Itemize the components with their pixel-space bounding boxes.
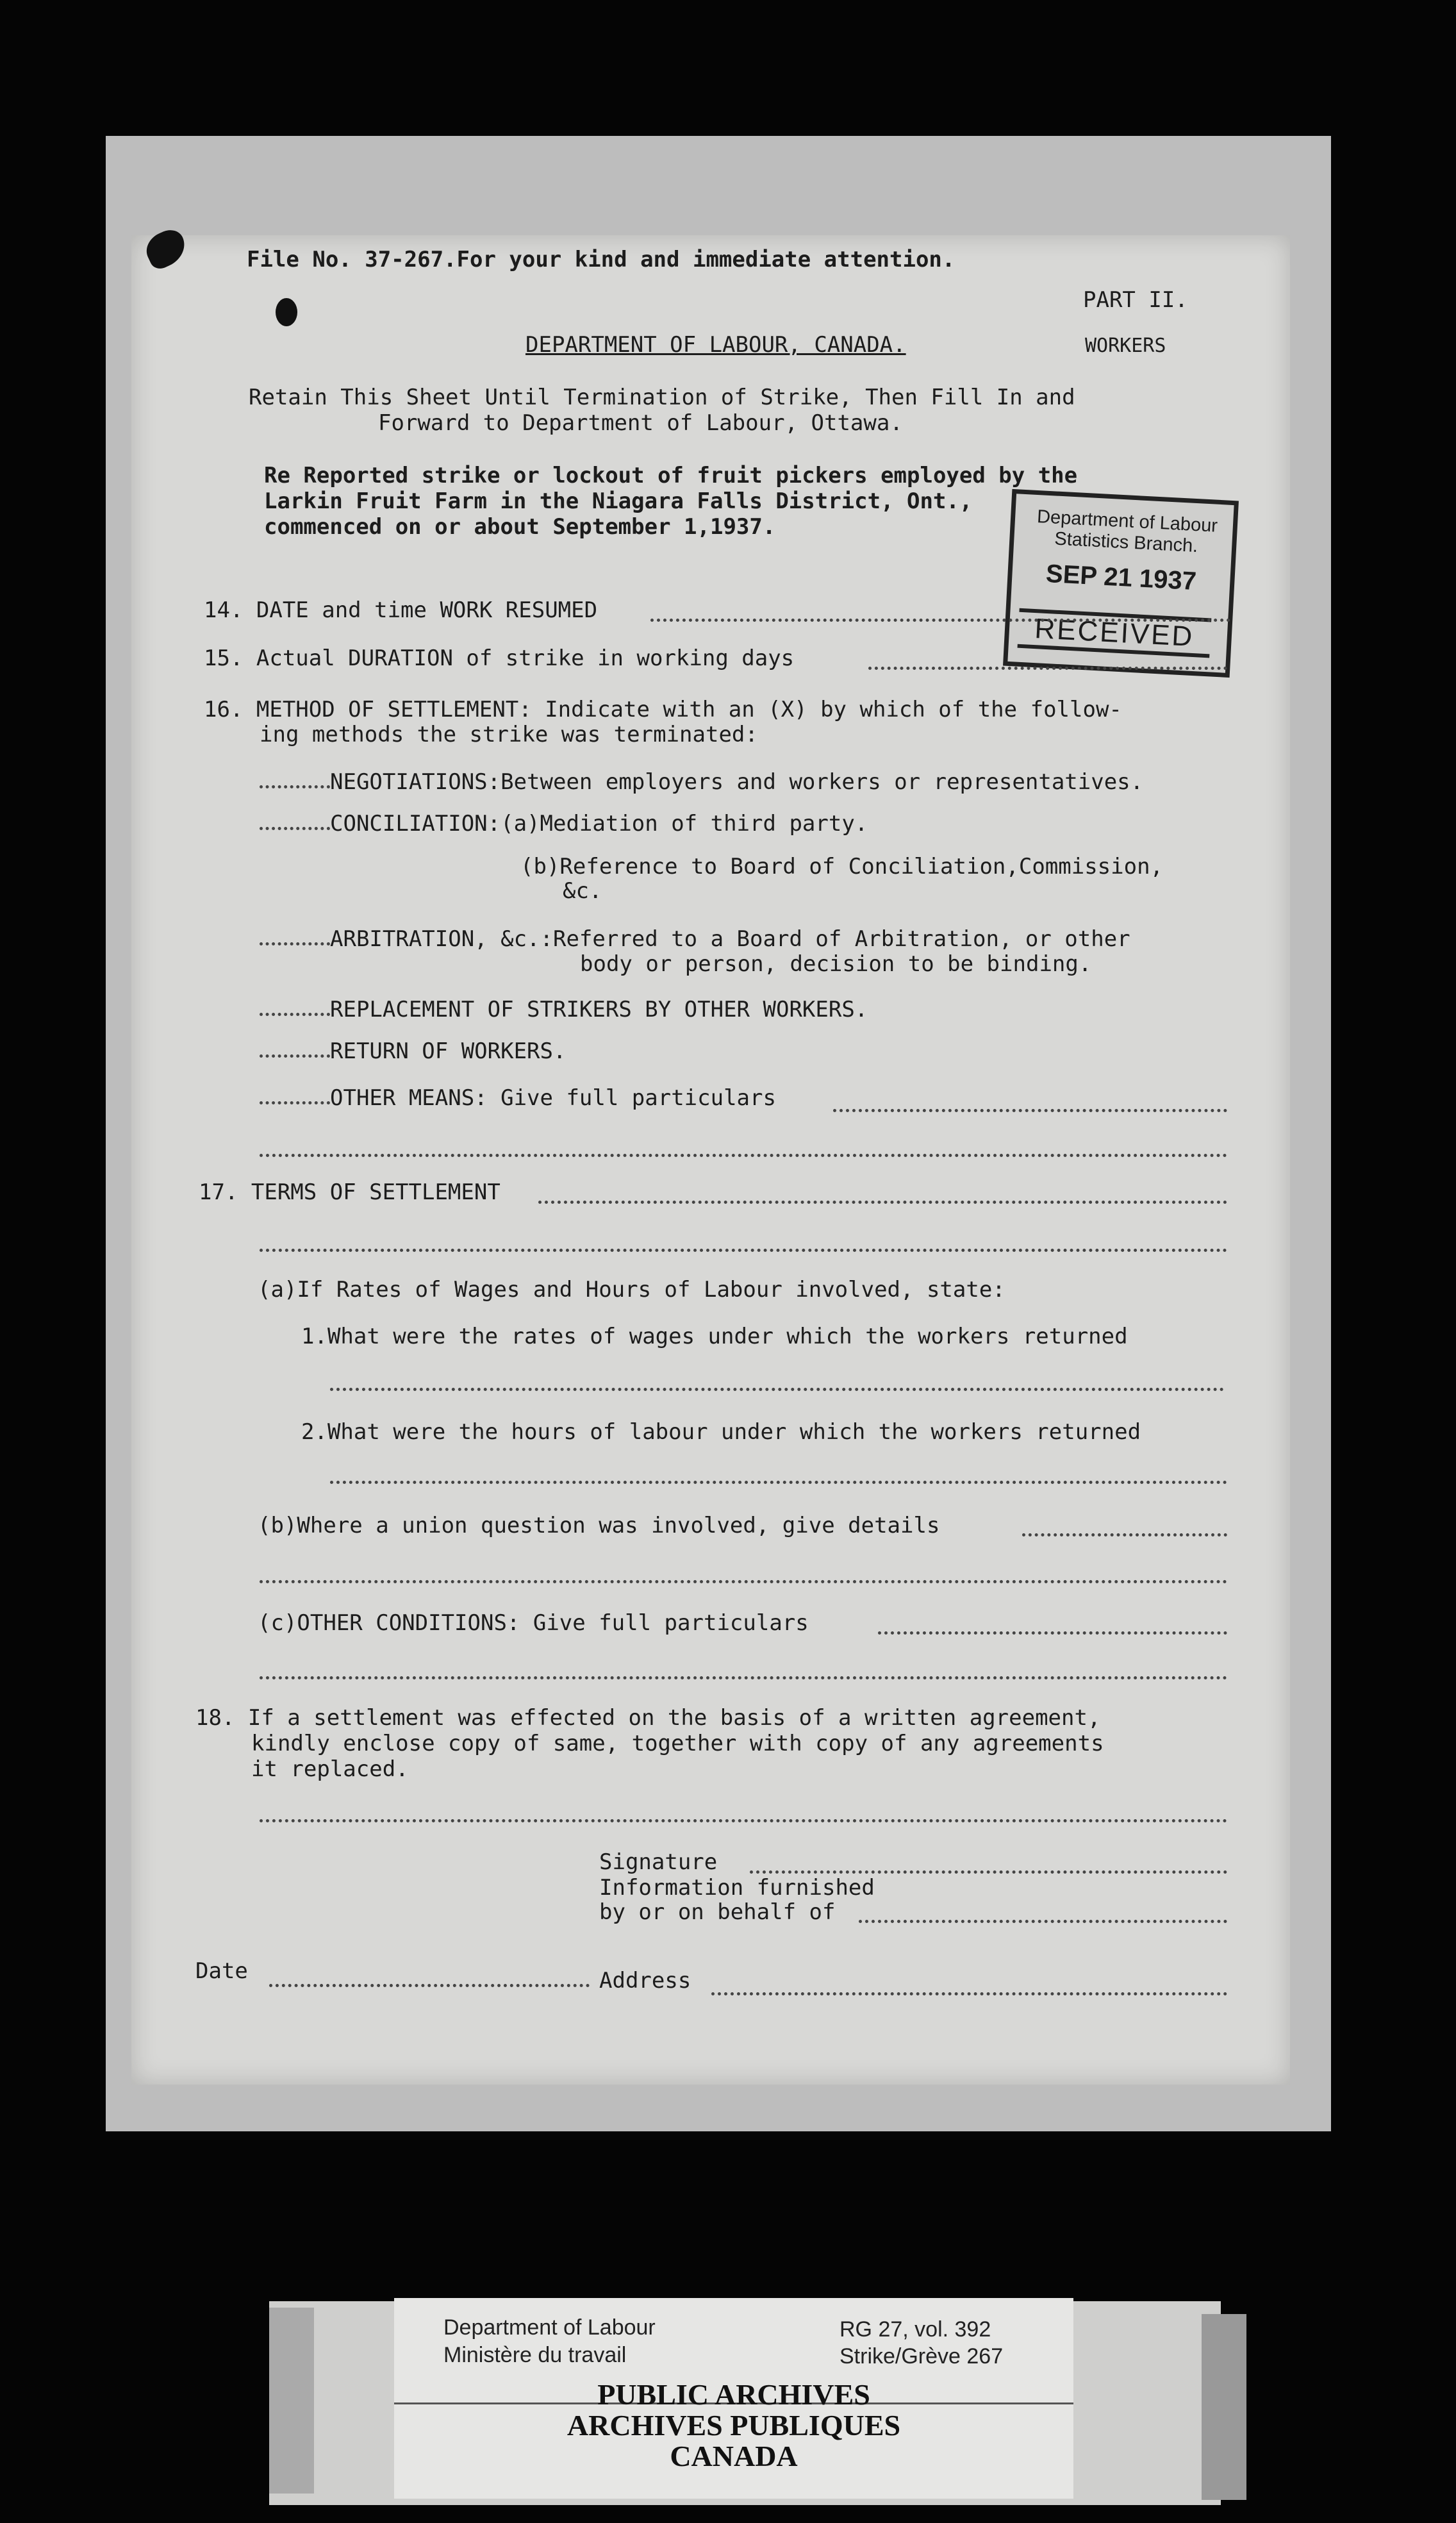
file-number-line: File No. 37-267.For your kind and immediate attention. [247, 247, 956, 272]
item-17b-label: (b)Where a union question was involved, give details [258, 1513, 940, 1538]
negotiations-option: NEGOTIATIONS:Between employers and workers or representatives. [330, 769, 1144, 795]
item-17-label: 17. TERMS OF SETTLEMENT [199, 1179, 500, 1205]
item-14-blank[interactable] [650, 619, 1230, 622]
item-15-blank[interactable] [868, 667, 1227, 670]
item-17c-blank-2[interactable] [260, 1676, 1227, 1679]
archive-label-tab-right [1202, 2314, 1246, 2500]
other-means-checkbox-blank[interactable] [260, 1101, 330, 1104]
item-17a-label: (a)If Rates of Wages and Hours of Labour involved, state: [258, 1277, 1005, 1303]
item-18-blank[interactable] [260, 1819, 1227, 1822]
item-17a-1-label: 1.What were the rates of wages under which the workers returned [301, 1324, 1128, 1349]
workers-label: WORKERS [1085, 335, 1166, 357]
item-16-label-2: ing methods the strike was terminated: [260, 722, 758, 747]
date-field[interactable] [269, 1984, 590, 1987]
return-checkbox-blank[interactable] [260, 1054, 330, 1058]
arbitration-checkbox-blank[interactable] [260, 942, 330, 945]
information-label: Information furnished [599, 1875, 875, 1901]
archives-en: PUBLIC ARCHIVES [597, 2378, 870, 2411]
conciliation-option-b-cont: &c. [563, 878, 602, 904]
department-title: DEPARTMENT OF LABOUR, CANADA. [525, 332, 906, 358]
re-line-1: Re Reported strike or lockout of fruit pickers employed by the [264, 463, 1078, 488]
item-17a-2-label: 2.What were the hours of labour under which the workers returned [301, 1419, 1141, 1445]
date-label: Date [195, 1958, 248, 1984]
signature-field[interactable] [750, 1870, 1227, 1874]
signature-label: Signature [599, 1849, 718, 1875]
label-dept-fr: Ministère du travail [443, 2343, 627, 2367]
item-17-blank[interactable] [538, 1201, 1227, 1204]
stamp-line-2: Statistics Branch. [1054, 528, 1199, 557]
arbitration-option-cont: body or person, decision to be binding. [580, 951, 1092, 977]
item-18-label-3: it replaced. [251, 1756, 409, 1782]
arbitration-option: ARBITRATION, &c.:Referred to a Board of Arbitration, or other [330, 926, 1130, 952]
re-line-3: commenced on or about September 1,1937. [264, 514, 776, 540]
stamp-received: RECEIVED [1018, 608, 1212, 658]
item-14-label: 14. DATE and time WORK RESUMED [204, 597, 598, 623]
archives-country: CANADA [670, 2440, 798, 2472]
label-dept-en: Department of Labour [443, 2315, 656, 2340]
retain-instruction-2: Forward to Department of Labour, Ottawa. [378, 410, 903, 436]
label-rg-volume: RG 27, vol. 392 [840, 2317, 991, 2342]
address-field[interactable] [711, 1992, 1227, 1995]
item-17c-label: (c)OTHER CONDITIONS: Give full particulars [258, 1610, 809, 1636]
item-17b-blank-2[interactable] [260, 1580, 1227, 1583]
item-17b-blank[interactable] [1022, 1533, 1227, 1536]
retain-instruction-1: Retain This Sheet Until Termination of Strike, Then Fill In and [249, 385, 1075, 410]
item-17a-1-blank[interactable] [330, 1388, 1224, 1391]
re-line-2: Larkin Fruit Farm in the Niagara Falls District, Ont., [264, 488, 973, 514]
return-option: RETURN OF WORKERS. [330, 1038, 567, 1064]
conciliation-option-b: (b)Reference to Board of Conciliation,Commission, [520, 854, 1164, 879]
replacement-option: REPLACEMENT OF STRIKERS BY OTHER WORKERS. [330, 997, 868, 1022]
archive-label-tab-left [269, 2308, 314, 2494]
part-label: PART II. [1083, 287, 1188, 313]
negotiations-checkbox-blank[interactable] [260, 785, 330, 788]
item-18-label: 18. If a settlement was effected on the basis of a written agreement, [195, 1705, 1101, 1731]
stamp-department [1027, 506, 1227, 558]
punch-hole [276, 298, 297, 326]
other-means-blank-2[interactable] [260, 1154, 1227, 1157]
item-17a-2-blank[interactable] [330, 1481, 1227, 1484]
conciliation-checkbox-blank[interactable] [260, 827, 330, 830]
conciliation-option: CONCILIATION:(a)Mediation of third party. [330, 811, 868, 837]
stamp-date: SEP 21 1937 [1045, 559, 1197, 596]
other-means-blank[interactable] [833, 1109, 1227, 1112]
on-behalf-field[interactable] [859, 1920, 1227, 1923]
label-strike-number: Strike/Grève 267 [840, 2344, 1004, 2369]
archives-fr: ARCHIVES PUBLIQUES [567, 2409, 901, 2442]
item-16-label: 16. METHOD OF SETTLEMENT: Indicate with an (X) by which of the follow- [204, 697, 1122, 722]
item-17-blank-2[interactable] [260, 1249, 1227, 1252]
item-17c-blank[interactable] [878, 1631, 1227, 1635]
item-18-label-2: kindly enclose copy of same, together with copy of any agreements [251, 1731, 1104, 1756]
replacement-checkbox-blank[interactable] [260, 1013, 330, 1016]
received-stamp [1003, 489, 1239, 678]
on-behalf-label: by or on behalf of [599, 1899, 836, 1925]
other-means-option: OTHER MEANS: Give full particulars [330, 1085, 776, 1111]
address-label: Address [599, 1968, 691, 1994]
stamp-line-1: Department of Labour [1036, 506, 1218, 537]
item-15-label: 15. Actual DURATION of strike in working days [204, 645, 795, 671]
